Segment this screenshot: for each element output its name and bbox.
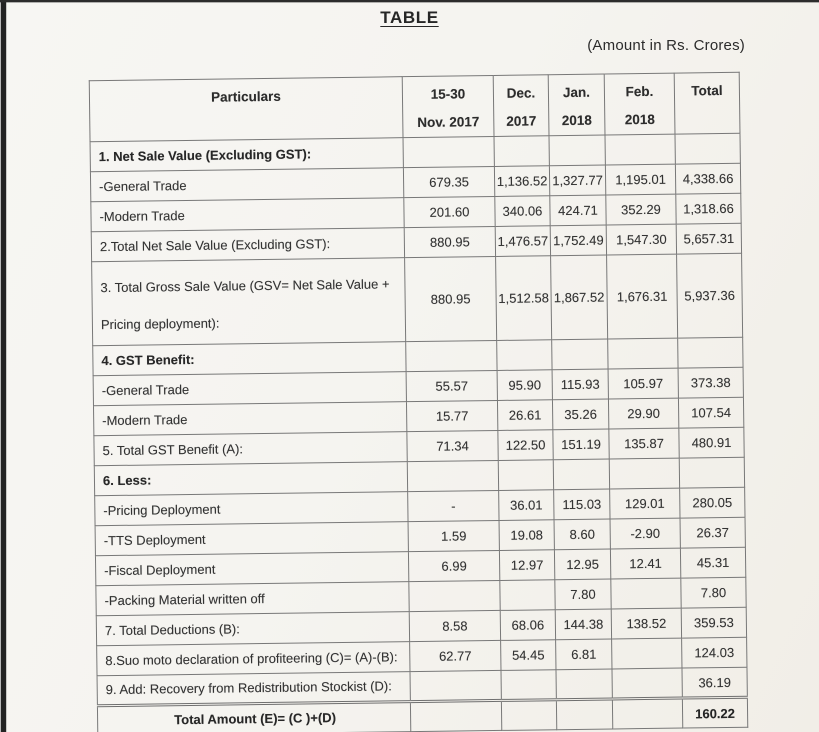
row-label: 5. Total GST Benefit (A): bbox=[94, 432, 407, 466]
value-cell bbox=[494, 136, 549, 167]
value-cell: 95.90 bbox=[497, 370, 552, 401]
value-cell: 144.38 bbox=[555, 609, 611, 640]
row-label: -Modern Trade bbox=[91, 198, 404, 232]
row-label: -General Trade bbox=[93, 372, 406, 406]
value-cell: 68.06 bbox=[500, 610, 555, 641]
value-cell: 29.90 bbox=[608, 398, 678, 429]
value-cell bbox=[552, 339, 608, 370]
value-cell: 1,136.52 bbox=[494, 166, 549, 197]
value-cell: 135.87 bbox=[609, 428, 679, 459]
value-cell: 160.22 bbox=[682, 697, 747, 728]
value-cell: 1,195.01 bbox=[605, 164, 675, 195]
page-title: TABLE bbox=[380, 8, 439, 27]
value-cell bbox=[556, 669, 612, 700]
table-container bbox=[89, 72, 748, 732]
column-header: Total bbox=[674, 72, 740, 134]
value-cell: 115.03 bbox=[554, 489, 610, 520]
row-label: 3. Total Gross Sale Value (GSV= Net Sale Value + Pricing deployment): bbox=[92, 258, 406, 346]
value-cell: 5,657.31 bbox=[676, 223, 741, 254]
value-cell: 36.19 bbox=[682, 667, 747, 698]
value-cell: 880.95 bbox=[404, 226, 495, 257]
value-cell: 880.95 bbox=[405, 256, 497, 341]
value-cell: 7.80 bbox=[555, 579, 611, 610]
value-cell: 7.80 bbox=[681, 577, 746, 608]
value-cell bbox=[501, 670, 556, 701]
value-cell bbox=[403, 136, 494, 167]
value-cell: 26.37 bbox=[680, 517, 745, 548]
value-cell bbox=[500, 580, 555, 611]
column-header: Particulars bbox=[89, 77, 403, 142]
value-cell bbox=[410, 700, 501, 731]
value-cell bbox=[679, 457, 744, 488]
column-header: Feb. 2018 bbox=[604, 73, 675, 135]
value-cell: 55.57 bbox=[406, 370, 497, 401]
value-cell: 352.29 bbox=[606, 194, 676, 225]
value-cell: 8.58 bbox=[409, 610, 500, 641]
value-cell: 1,676.31 bbox=[607, 254, 678, 339]
value-cell: 280.05 bbox=[680, 487, 745, 518]
table-body bbox=[90, 133, 748, 732]
row-label: -Packing Material written off bbox=[96, 582, 409, 616]
value-cell: 12.41 bbox=[610, 548, 680, 579]
row-label: -Fiscal Deployment bbox=[95, 552, 408, 586]
value-cell: 679.35 bbox=[403, 166, 494, 197]
value-cell bbox=[608, 338, 678, 369]
value-cell bbox=[611, 578, 681, 609]
value-cell: 480.91 bbox=[679, 427, 744, 458]
value-cell: 1,476.57 bbox=[495, 226, 550, 257]
value-cell: 340.06 bbox=[495, 196, 550, 227]
value-cell: 1,318.66 bbox=[676, 193, 741, 224]
value-cell bbox=[675, 133, 740, 164]
row-label: -TTS Deployment bbox=[95, 522, 408, 556]
value-cell: 1,547.30 bbox=[606, 224, 676, 255]
value-cell: 424.71 bbox=[550, 195, 606, 226]
value-cell: -2.90 bbox=[610, 518, 680, 549]
value-cell bbox=[549, 135, 605, 166]
amount-unit-note: (Amount in Rs. Crores) bbox=[587, 37, 745, 54]
value-cell: 115.93 bbox=[552, 369, 608, 400]
column-header: Jan. 2018 bbox=[548, 74, 605, 136]
value-cell bbox=[406, 340, 497, 371]
value-cell: 4,338.66 bbox=[675, 163, 740, 194]
value-cell: 45.31 bbox=[680, 547, 745, 578]
value-cell bbox=[612, 638, 682, 669]
value-cell: 122.50 bbox=[498, 430, 553, 461]
value-cell bbox=[407, 460, 498, 491]
value-cell: 15.77 bbox=[406, 400, 497, 431]
value-cell: 71.34 bbox=[407, 430, 498, 461]
scan-edge-left bbox=[0, 0, 8, 732]
value-cell bbox=[556, 699, 612, 730]
value-cell bbox=[605, 134, 675, 165]
value-cell: 6.99 bbox=[408, 550, 499, 581]
value-cell: 124.03 bbox=[682, 637, 747, 668]
value-cell: 36.01 bbox=[499, 490, 554, 521]
value-cell: 1,752.49 bbox=[550, 225, 606, 256]
scan-edge-top bbox=[0, 0, 819, 3]
value-cell bbox=[612, 698, 682, 729]
value-cell bbox=[497, 340, 552, 371]
column-header: Dec. 2017 bbox=[493, 75, 549, 137]
table-header bbox=[89, 72, 740, 142]
table-row bbox=[92, 253, 743, 346]
value-cell bbox=[609, 458, 679, 489]
row-label: 7. Total Deductions (B): bbox=[96, 612, 409, 646]
row-label: Total Amount (E)= (C )+(D) bbox=[97, 702, 410, 732]
value-cell: 1,327.77 bbox=[549, 165, 605, 196]
row-label: 6. Less: bbox=[94, 462, 407, 496]
value-cell: 6.81 bbox=[556, 639, 612, 670]
value-cell bbox=[409, 580, 500, 611]
value-cell: - bbox=[408, 490, 499, 521]
value-cell: 201.60 bbox=[404, 196, 495, 227]
row-label: 9. Add: Recovery from Redistribution Stockist (D): bbox=[97, 672, 410, 706]
value-cell: 129.01 bbox=[610, 488, 680, 519]
row-label: 1. Net Sale Value (Excluding GST): bbox=[90, 138, 403, 172]
value-cell: 12.97 bbox=[499, 550, 554, 581]
value-cell: 19.08 bbox=[499, 520, 554, 551]
value-cell: 1,867.52 bbox=[551, 255, 608, 340]
value-cell: 54.45 bbox=[501, 640, 556, 671]
header-row bbox=[89, 72, 740, 142]
value-cell: 359.53 bbox=[681, 607, 746, 638]
row-label: 8.Suo moto declaration of profiteering (C)= (A)-(B): bbox=[97, 642, 410, 676]
value-cell bbox=[498, 460, 553, 491]
value-cell: 1.59 bbox=[408, 520, 499, 551]
row-label: -Modern Trade bbox=[93, 402, 406, 436]
value-cell: 373.38 bbox=[678, 367, 743, 398]
value-cell bbox=[410, 670, 501, 701]
value-cell bbox=[501, 700, 556, 731]
value-cell: 35.26 bbox=[552, 399, 608, 430]
value-cell: 151.19 bbox=[553, 429, 609, 460]
value-cell: 138.52 bbox=[611, 608, 681, 639]
financial-table bbox=[89, 72, 749, 732]
row-label: -General Trade bbox=[90, 168, 403, 202]
row-label: 2.Total Net Sale Value (Excluding GST): bbox=[91, 228, 404, 262]
value-cell: 8.60 bbox=[554, 519, 610, 550]
value-cell bbox=[612, 668, 682, 699]
row-label: -Pricing Deployment bbox=[95, 492, 408, 526]
column-header: 15-30 Nov. 2017 bbox=[402, 75, 494, 137]
value-cell: 1,512.58 bbox=[496, 256, 552, 341]
value-cell: 105.97 bbox=[608, 368, 678, 399]
value-cell bbox=[678, 337, 743, 368]
value-cell: 62.77 bbox=[410, 640, 501, 671]
value-cell: 26.61 bbox=[497, 400, 552, 431]
value-cell: 12.95 bbox=[554, 549, 610, 580]
value-cell bbox=[553, 459, 609, 490]
value-cell: 107.54 bbox=[678, 397, 743, 428]
value-cell: 5,937.36 bbox=[677, 253, 743, 338]
row-label: 4. GST Benefit: bbox=[93, 342, 406, 376]
